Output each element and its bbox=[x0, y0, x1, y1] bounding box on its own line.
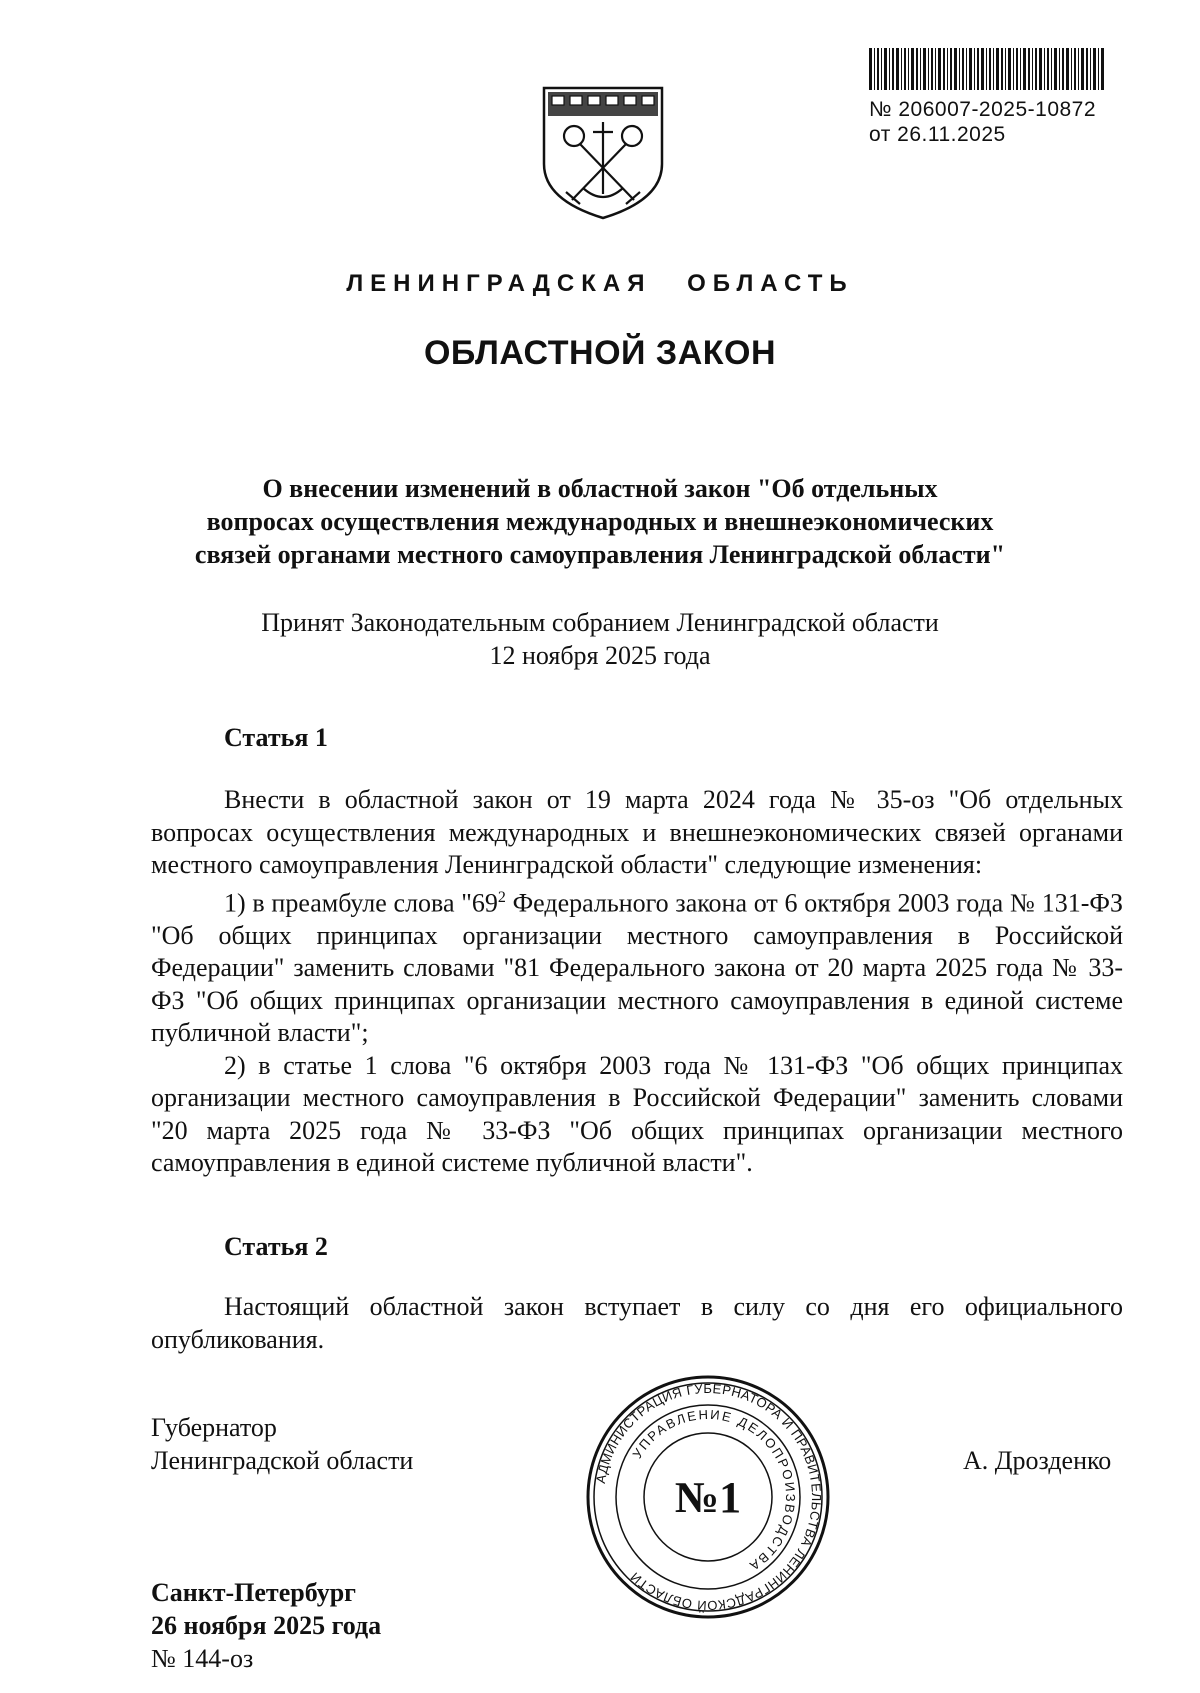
coat-of-arms-emblem bbox=[538, 82, 668, 222]
adoption-date: 12 ноября 2025 года bbox=[489, 641, 711, 670]
law-title bbox=[150, 472, 1050, 571]
law-title-line: О внесении изменений в областной закон "Об отдельных bbox=[262, 474, 938, 503]
registration-date: от 26.11.2025 bbox=[869, 123, 1006, 146]
signing-details bbox=[151, 1576, 381, 1642]
official-seal bbox=[583, 1372, 833, 1622]
article-2-heading: Статья 2 bbox=[224, 1232, 328, 1261]
document-type: ОБЛАСТНОЙ ЗАКОН bbox=[423, 334, 777, 372]
region-title: ЛЕНИНГРАДСКАЯ ОБЛАСТЬ bbox=[346, 270, 854, 297]
article-1-heading: Статья 1 bbox=[224, 723, 328, 752]
seal-center-number: №1 bbox=[674, 1473, 742, 1522]
signing-place: Санкт-Петербург bbox=[151, 1578, 356, 1607]
adoption-note bbox=[150, 606, 1050, 672]
svg-text:АДМИНИСТРАЦИЯ ГУБЕРНАТОРА И ПР: АДМИНИСТРАЦИЯ ГУБЕРНАТОРА И ПРАВИТЕЛЬСТВА ЛЕНИНГРАДСКОЙ ОБЛАСТИ bbox=[592, 1380, 825, 1614]
article-1-intro: Внести в областной закон от 19 марта 2024 года № 35-оз "Об отдельных вопросах осуществления международных и внешнеэкономических связей органами местного самоуправления Ленинградской области" следующие изменения: bbox=[151, 785, 1123, 879]
barcode bbox=[869, 48, 1105, 90]
signing-date: 26 ноября 2025 года bbox=[151, 1611, 382, 1640]
article-2-body bbox=[151, 1291, 1123, 1356]
law-number: № 144-оз bbox=[151, 1644, 254, 1673]
governor-title: Губернатор Ленинградской области bbox=[151, 1413, 414, 1475]
registration-number: № 206007-2025-10872 bbox=[869, 98, 1097, 121]
svg-text:УПРАВЛЕНИЕ ДЕЛОПРОИЗВОДСТВА: УПРАВЛЕНИЕ ДЕЛОПРОИЗВОДСТВА bbox=[629, 1406, 799, 1575]
law-title-line: вопросах осуществления международных и внешнеэкономических bbox=[206, 507, 994, 536]
governor-name: А. Дрозденко bbox=[963, 1446, 1112, 1475]
article-1-item-2: 2) в статье 1 слова "6 октября 2003 года № 131-ФЗ "Об общих принципах организации местного самоуправления в Российской Федерации" заменить словами "20 марта 2025 года № 33-ФЗ "Об общих принципах организации местного самоуправления в единой системе публичной власти". bbox=[151, 1050, 1123, 1178]
article-1-body bbox=[151, 784, 1123, 1180]
article-2-text: Настоящий областной закон вступает в силу со дня его официального опубликования. bbox=[151, 1292, 1123, 1354]
adoption-body: Принят Законодательным собранием Ленинградской области bbox=[261, 608, 939, 637]
article-1-item-1: 1) в преамбуле слова "$69^2$ Федерального закона от 6 октября 2003 года № 131-ФЗ "Об общих принципах организации местного самоуправления в Российской Федерации" заменить словами "81 Федерального закона от 20 марта 2025 года № 33-ФЗ "Об общих принципах организации местного самоуправления в единой системе публичной власти"; bbox=[151, 888, 1123, 1048]
law-title-line: связей органами местного самоуправления Ленинградской области" bbox=[194, 540, 1006, 569]
